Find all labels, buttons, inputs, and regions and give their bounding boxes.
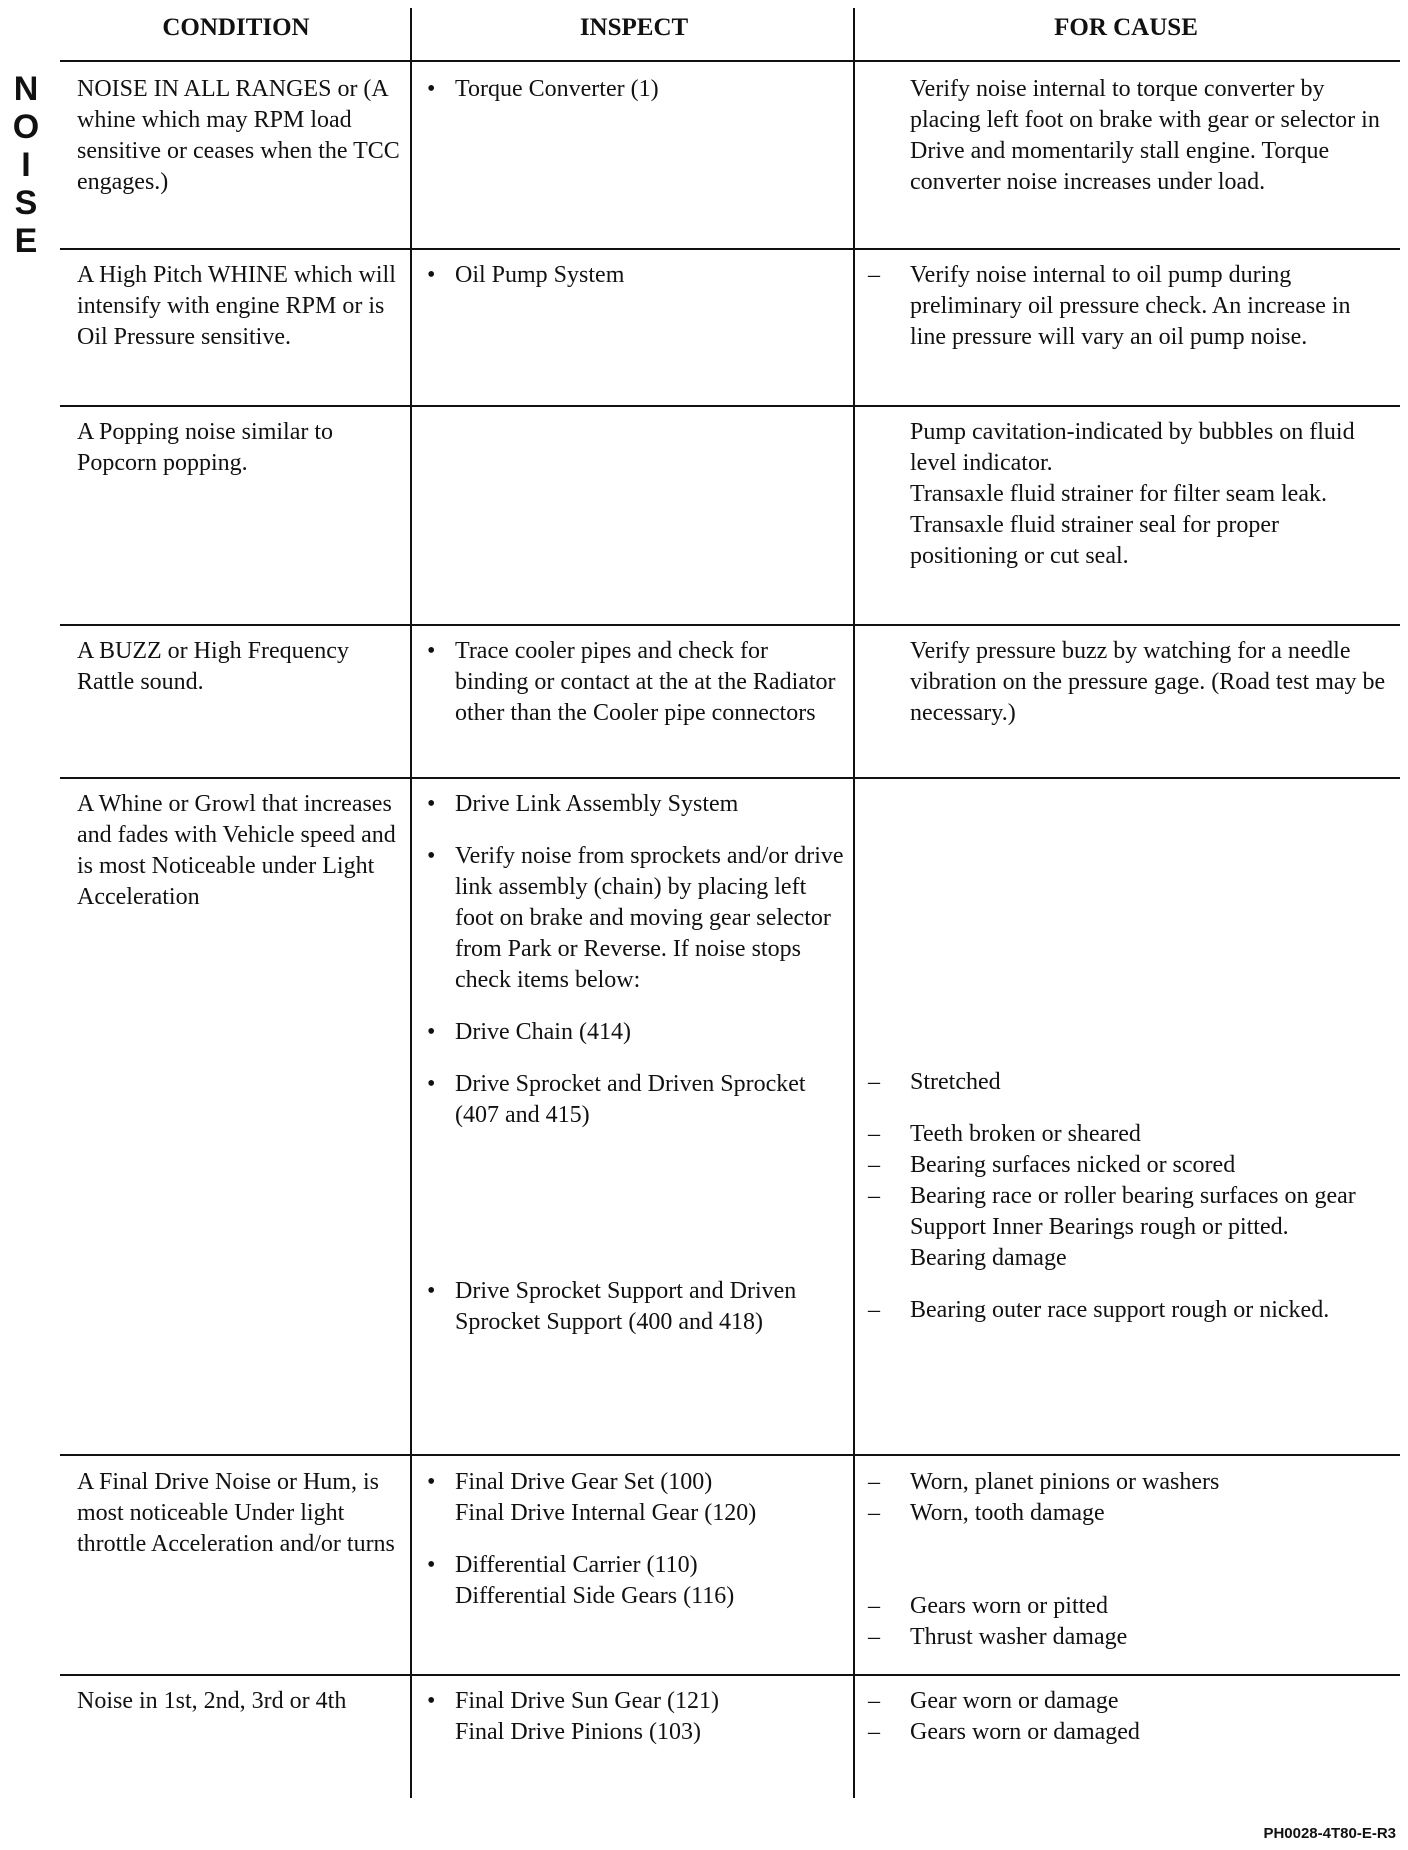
row-rule xyxy=(60,777,1400,779)
cause-item: – Thrust washer damage xyxy=(868,1622,1388,1653)
row-4-condition: A BUZZ or High Frequency Rattle sound. xyxy=(77,638,349,695)
inspect-item: • Drive Sprocket Support and Driven Sprocket Support (400 and 418) xyxy=(427,1276,847,1338)
cause-item: Bearing damage xyxy=(910,1245,1067,1271)
side-letter: E xyxy=(14,222,38,260)
row-4-cause xyxy=(868,636,1388,729)
row-2-inspect xyxy=(427,260,847,291)
inspect-subitem: Differential Side Gears (116) xyxy=(455,1583,735,1609)
cause-item: Transaxle fluid strainer for filter seam leak. xyxy=(910,481,1327,507)
cause-item: – Gears worn or pitted xyxy=(868,1591,1388,1622)
row-rule xyxy=(60,1674,1400,1676)
row-3-cause xyxy=(868,417,1388,572)
side-letter: S xyxy=(14,184,38,222)
row-1-cause xyxy=(868,74,1388,198)
inspect-item: • Final Drive Sun Gear (121) xyxy=(427,1686,847,1717)
cause-item: – Verify noise internal to oil pump during preliminary oil pressure check. An increase in line pressure will vary an oil pump noise. xyxy=(868,260,1388,353)
inspect-item: • Oil Pump System xyxy=(427,260,847,291)
cause-item: – Bearing outer race support rough or nicked. xyxy=(868,1295,1388,1326)
cause-item: – Gears worn or damaged xyxy=(868,1717,1388,1748)
row-rule xyxy=(60,624,1400,626)
header-cause: FOR CAUSE xyxy=(1054,14,1198,41)
inspect-subitem: Final Drive Internal Gear (120) xyxy=(455,1500,757,1526)
header-rule xyxy=(60,60,1400,62)
inspect-item: • Drive Chain (414) xyxy=(427,1017,847,1048)
side-letter: N xyxy=(13,70,39,108)
inspect-subitem: Final Drive Pinions (103) xyxy=(455,1719,701,1745)
cause-item: – Stretched xyxy=(868,1067,1388,1098)
cause-item: – Worn, tooth damage xyxy=(868,1498,1388,1529)
side-label-noise xyxy=(6,70,46,260)
header-condition: CONDITION xyxy=(162,14,310,41)
row-rule xyxy=(60,1454,1400,1456)
row-6-cause xyxy=(868,1467,1388,1653)
row-2-cause xyxy=(868,260,1388,353)
inspect-item: • Trace cooler pipes and check for binding or contact at the at the Radiator other than the Cooler pipe connectors xyxy=(427,636,847,729)
cause-item: Transaxle fluid strainer seal for proper positioning or cut seal. xyxy=(910,512,1279,569)
row-6-inspect xyxy=(427,1467,847,1612)
row-rule xyxy=(60,248,1400,250)
row-7-inspect xyxy=(427,1686,847,1748)
row-2-condition: A High Pitch WHINE which will intensify with engine RPM or is Oil Pressure sensitive. xyxy=(77,262,396,350)
cause-item: – Teeth broken or sheared xyxy=(868,1119,1388,1150)
cause-item: Pump cavitation-indicated by bubbles on fluid level indicator. xyxy=(910,419,1355,476)
row-5-condition: A Whine or Growl that increases and fades with Vehicle speed and is most Noticeable under Light Acceleration xyxy=(77,791,396,910)
row-1-condition: NOISE IN ALL RANGES or (A whine which may RPM load sensitive or ceases when the TCC engages.) xyxy=(77,76,400,195)
row-7-condition: Noise in 1st, 2nd, 3rd or 4th xyxy=(77,1688,347,1714)
header-inspect: INSPECT xyxy=(579,14,689,41)
inspect-item: • Verify noise from sprockets and/or drive link assembly (chain) by placing left foot on brake and moving gear selector from Park or Reverse. If noise stops check items below: xyxy=(427,841,847,996)
cause-item: – Worn, planet pinions or washers xyxy=(868,1467,1388,1498)
inspect-item: • Torque Converter (1) xyxy=(427,74,847,105)
column-divider xyxy=(410,8,412,1798)
row-5-inspect xyxy=(427,789,847,1338)
cause-item: – Gear worn or damage xyxy=(868,1686,1388,1717)
cause-item: Verify noise internal to torque converter by placing left foot on brake with gear or selector in Drive and momentarily stall engine. Torque converter noise increases under load. xyxy=(910,76,1380,195)
column-divider xyxy=(853,8,855,1798)
side-letter: I xyxy=(21,146,31,184)
row-5-cause xyxy=(868,1067,1388,1326)
side-letter: O xyxy=(12,108,40,146)
inspect-item: • Drive Sprocket and Driven Sprocket (407 and 415) xyxy=(427,1069,847,1131)
cause-item: Verify pressure buzz by watching for a needle vibration on the pressure gage. (Road test may be necessary.) xyxy=(910,638,1386,726)
cause-item: – Bearing race or roller bearing surfaces on gear Support Inner Bearings rough or pitted. xyxy=(868,1181,1388,1243)
figure-code: PH0028-4T80-E-R3 xyxy=(1263,1825,1396,1842)
inspect-item: • Final Drive Gear Set (100) xyxy=(427,1467,847,1498)
row-1-inspect xyxy=(427,74,847,105)
cause-item: – Bearing surfaces nicked or scored xyxy=(868,1150,1388,1181)
row-6-condition: A Final Drive Noise or Hum, is most noticeable Under light throttle Acceleration and/or turns xyxy=(77,1469,395,1557)
row-4-inspect xyxy=(427,636,847,729)
row-3-condition: A Popping noise similar to Popcorn popping. xyxy=(77,419,334,476)
inspect-item: • Drive Link Assembly System xyxy=(427,789,847,820)
row-7-cause xyxy=(868,1686,1388,1748)
inspect-item: • Differential Carrier (110) xyxy=(427,1550,847,1581)
row-rule xyxy=(60,405,1400,407)
